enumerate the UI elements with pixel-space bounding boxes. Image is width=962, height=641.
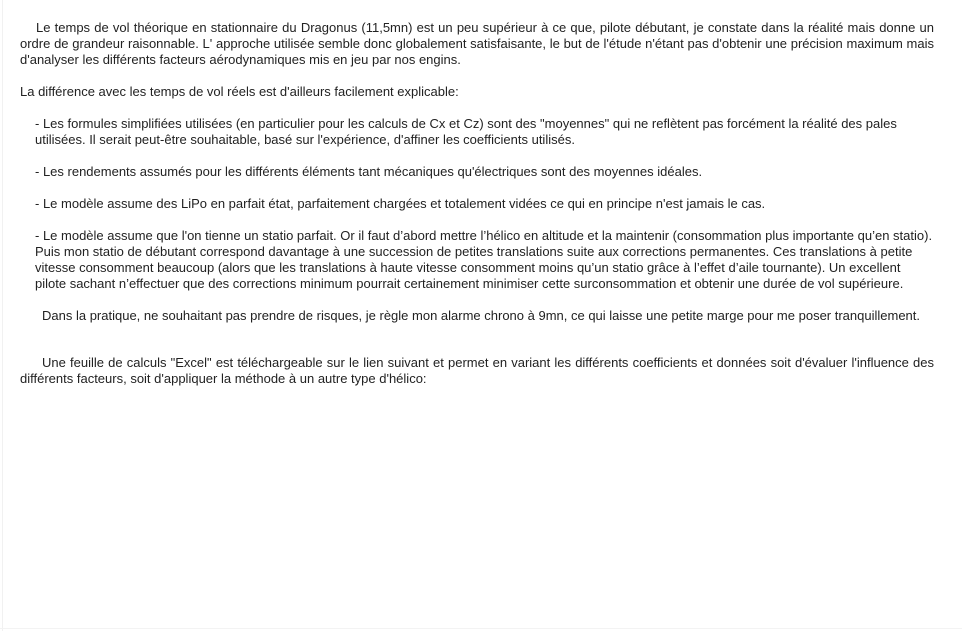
list-item-lipo: - Le modèle assume des LiPo en parfait état, parfaitement chargées et totalement vidées ce qui en principe n'est jamais le cas. bbox=[35, 196, 766, 211]
paragraph-excel-sheet: Une feuille de calculs "Excel" est téléchargeable sur le lien suivant et permet en variant les différents coefficients et données soit d'évaluer l'influence des différents facteurs, soit d'appliquer la méthode à un autre type d'hélico: bbox=[20, 355, 934, 386]
paragraph-theoretical-flight-time: Le temps de vol théorique en stationnaire du Dragonus (11,5mn) est un peu supérieur à ce que, pilote débutant, je constate dans la réalité mais donne un ordre de grandeur raisonnable. L' approche utilisée semble donc globalement satisfaisante, le but de l'étude n'étant pas d'obtenir une précision maximum mais d'analyser les différents facteurs aérodynamiques mis en jeu par nos engins. bbox=[20, 20, 934, 67]
list-item-efficiencies: - Les rendements assumés pour les différents éléments tant mécaniques qu'électriques sont des moyennes idéales. bbox=[35, 164, 703, 179]
paragraph-practice: Dans la pratique, ne souhaitant pas prendre de risques, je règle mon alarme chrono à 9mn, ce qui laisse une petite marge pour me poser tranquillement. bbox=[42, 308, 921, 323]
list-item-simplified-formulas: - Les formules simplifiées utilisées (en particulier pour les calculs de Cx et Cz) sont des "moyennes" qui ne reflètent pas forcément la réalité des pales utilisées. Il serait peut-être souhaitable, basé sur l'expérience, d'affiner les coefficients utilisés. bbox=[35, 116, 897, 147]
paragraph-difference-intro: La différence avec les temps de vol réels est d'ailleurs facilement explicable: bbox=[20, 84, 459, 99]
list-item-perfect-hover: - Le modèle assume que l'on tienne un statio parfait. Or il faut d’abord mettre l’hélico en altitude et la maintenir (consommation plus importante qu’en statio). Puis mon statio de débutant correspond davantage à une succession de petites translations suite aux corrections permanentes. Ces translations à petite vitesse consomment beaucoup (alors que les translations à haute vitesse consomment moins qu’un statio grâce à l’effet d’aile tournante). Un excellent pilote sachant n’effectuer que des corrections minimum pourrait certainement minimiser cette surconsommation et obtenir une durée de vol supérieure. bbox=[35, 228, 933, 291]
